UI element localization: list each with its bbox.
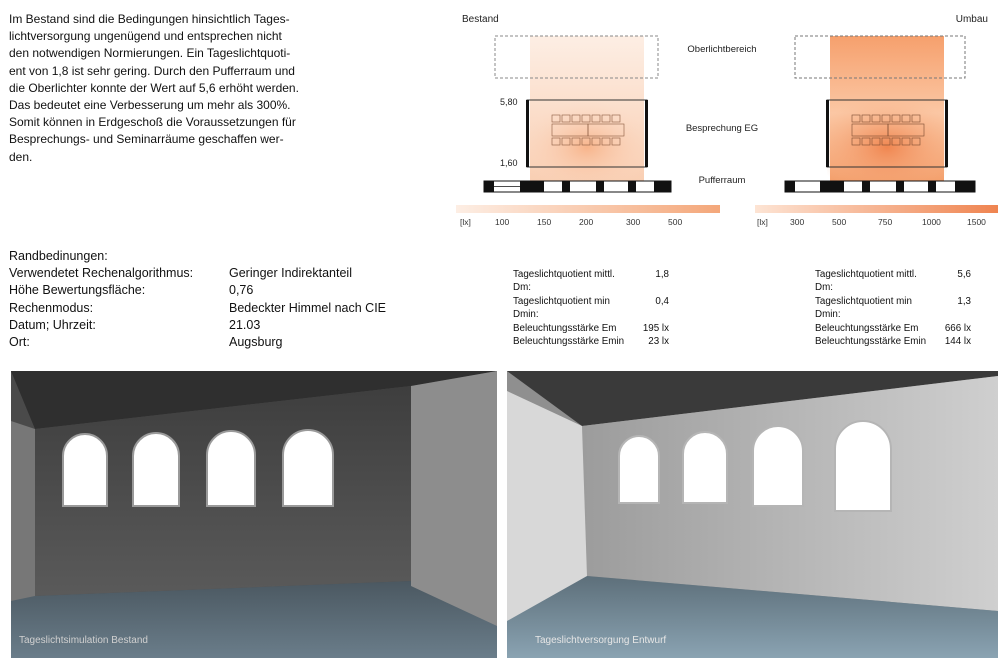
- conditions-block: [9, 248, 386, 351]
- condition-row: [9, 317, 386, 334]
- legend-left-tick: 500: [668, 217, 683, 227]
- rendering-bestand: [11, 371, 497, 658]
- stat-label: Tageslichtquotient mittl. Dm:: [513, 269, 615, 294]
- stat-row: [513, 335, 669, 348]
- left-title: Bestand: [462, 14, 499, 25]
- stat-label: Beleuchtungsstärke Emin: [815, 336, 927, 348]
- conditions-heading: Randbedinungen:: [9, 249, 108, 263]
- condition-value: Bedeckter Himmel nach CIE: [229, 300, 387, 315]
- condition-label: Ort:: [9, 335, 30, 350]
- level-upper: 5,80: [500, 97, 518, 107]
- rendering-umbau: [507, 371, 998, 658]
- label-pufferraum: Pufferraum: [698, 175, 746, 186]
- condition-label: Rechenmodus:: [9, 300, 94, 315]
- intro-line: Das bedeutet eine Verbesserung um mehr als 300%.: [9, 98, 291, 113]
- legend-left-tick: 300: [626, 217, 641, 227]
- legend-left-tick: 100: [495, 217, 510, 227]
- stats-bestand: [513, 268, 669, 348]
- condition-value: Augsburg: [229, 335, 283, 350]
- legend-left-bar: [456, 205, 720, 213]
- stat-label: Beleuchtungsstärke Em: [815, 322, 919, 334]
- intro-line: Besprechungs- und Seminarräume geschaffen wer-: [9, 132, 284, 147]
- stat-row: [815, 322, 971, 335]
- condition-label: Verwendetet Rechenalgorithmus:: [9, 266, 194, 281]
- stat-value: 23 lx: [648, 336, 669, 348]
- stat-value: 666 lx: [944, 322, 971, 334]
- legend-right-bar: [755, 205, 998, 213]
- condition-row: [9, 334, 386, 351]
- stat-row: [815, 295, 971, 322]
- intro-line: ent von 1,8 ist sehr gering. Durch den Pufferraum und: [9, 63, 295, 78]
- legend-left-tick: 150: [537, 217, 552, 227]
- stat-value: 0,4: [655, 295, 669, 307]
- stat-label: Beleuchtungsstärke Em: [513, 322, 617, 334]
- stat-row: [513, 295, 669, 322]
- intro-line: den notwendigen Normierungen. Ein Tageslichtquoti-: [9, 46, 291, 61]
- stats-umbau: [815, 268, 971, 348]
- condition-label: Höhe Bewertungsfläche:: [9, 283, 146, 298]
- section-umbau: [785, 36, 975, 192]
- level-lower: 1,60: [500, 158, 518, 168]
- intro-line: die Oberlichter konnte der Wert auf 5,6 erhöht werden.: [9, 80, 299, 95]
- daylight-section-diagram: [450, 6, 1005, 234]
- legend-right-tick: 300: [790, 217, 805, 227]
- legend-left-tick: 200: [579, 217, 594, 227]
- label-besprechung: Besprechung EG: [685, 123, 759, 134]
- intro-line: lichtversorgung ungenügend und entsprechen nicht: [9, 29, 282, 44]
- condition-row: [9, 300, 386, 317]
- stat-value: 144 lx: [944, 336, 971, 348]
- stat-row: [815, 268, 971, 295]
- stat-value: 1,3: [957, 295, 971, 307]
- intro-line: den.: [9, 149, 33, 164]
- stat-row: [513, 322, 669, 335]
- stat-label: Tageslichtquotient mittl. Dm:: [815, 269, 917, 294]
- stat-value: 1,8: [655, 269, 669, 280]
- legend-right-unit: [lx]: [757, 217, 768, 227]
- condition-row: [9, 265, 386, 282]
- legend-left-unit: [lx]: [460, 217, 471, 227]
- stat-label: Tageslichtquotient min Dmin:: [513, 295, 610, 321]
- right-title: Umbau: [955, 14, 988, 25]
- condition-label: Datum; Uhrzeit:: [9, 317, 96, 332]
- legend-right-tick: 750: [878, 217, 893, 227]
- condition-value: 21.03: [229, 317, 261, 332]
- caption-bestand: Tageslichtsimulation Bestand: [19, 635, 148, 646]
- section-bestand: [484, 36, 671, 192]
- legend-right-tick: 1000: [922, 217, 941, 227]
- legend-right-tick: 1500: [967, 217, 986, 227]
- intro-paragraph: [9, 11, 344, 166]
- stat-value: 195 lx: [642, 322, 669, 334]
- room-render-umbau: [507, 371, 998, 658]
- condition-value: 0,76: [229, 283, 254, 298]
- room-render-bestand: [11, 371, 497, 658]
- stat-label: Tageslichtquotient min Dmin:: [815, 295, 912, 321]
- condition-row: [9, 282, 386, 299]
- condition-value: Geringer Indirektanteil: [229, 266, 352, 281]
- stat-value: 5,6: [957, 269, 971, 280]
- intro-line: Somit können in Erdgeschoß die Voraussetzungen für: [9, 115, 296, 130]
- label-oberlicht: Oberlichtbereich: [687, 44, 757, 55]
- stat-row: [513, 268, 669, 295]
- stat-row: [815, 335, 971, 348]
- caption-umbau: Tageslichtversorgung Entwurf: [535, 635, 667, 646]
- stat-label: Beleuchtungsstärke Emin: [513, 336, 625, 348]
- intro-line: Im Bestand sind die Bedingungen hinsichtlich Tages-: [9, 12, 290, 26]
- legend-right-tick: 500: [832, 217, 847, 227]
